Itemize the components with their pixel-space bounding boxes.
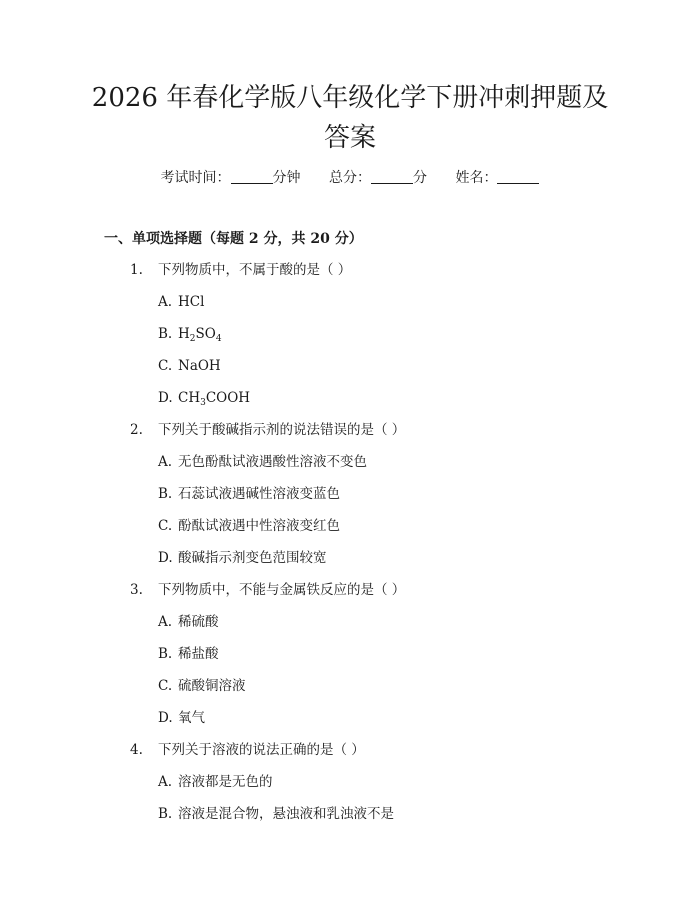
option-letter: C. [158, 518, 173, 534]
option-letter: A. [158, 294, 173, 310]
total-score-label: 总分： [329, 170, 371, 186]
option-text: 稀盐酸 [178, 646, 219, 662]
option-letter: B. [158, 806, 173, 822]
total-score-field [329, 168, 427, 188]
exam-time-label: 考试时间： [160, 170, 231, 186]
formula-subscript: 2 [189, 334, 196, 344]
formula-subscript: 4 [215, 334, 222, 344]
option-text: HCl [178, 294, 205, 310]
formula-part: SO [195, 326, 216, 342]
student-name-blank [497, 169, 539, 184]
question-text: 下列物质中，不属于酸的是（ ） [158, 262, 352, 278]
option-letter: A. [158, 614, 173, 630]
option-letter: D. [158, 710, 173, 726]
document-title-line-1: 2026 年春化学版八年级化学下册冲刺押题及 [91, 83, 609, 113]
option-text: 石蕊试液遇碱性溶液变蓝色 [178, 486, 340, 502]
question-number: 2. [130, 422, 143, 438]
formula-part: COOH [205, 390, 251, 406]
option-letter: B. [158, 486, 173, 502]
option-text: 酸碱指示剂变色范围较宽 [178, 550, 327, 566]
document-title-line-2: 答案 [323, 123, 376, 153]
option-letter: D. [158, 390, 173, 406]
exam-time-field [161, 168, 301, 188]
formula-part: CH [178, 390, 201, 406]
option-letter: C. [158, 358, 173, 374]
option-text-ch3cooh [178, 388, 250, 408]
student-name-field [455, 168, 539, 188]
question-text: 下列关于溶液的说法正确的是（ ） [158, 742, 365, 758]
section-heading: 一、单项选择题（每题 2 分，共 20 分） [104, 231, 363, 247]
option-letter: D. [158, 550, 173, 566]
option-letter: C. [158, 678, 173, 694]
option-text-h2so4 [178, 324, 222, 344]
option-letter: A. [158, 454, 173, 470]
option-letter: A. [158, 774, 173, 790]
question-text: 下列物质中，不能与金属铁反应的是（ ） [158, 582, 406, 598]
total-score-blank [371, 169, 413, 184]
option-text: 无色酚酞试液遇酸性溶液不变色 [178, 454, 367, 470]
formula-part: H [178, 326, 190, 342]
exam-info-row [0, 168, 700, 188]
option-text: 稀硫酸 [178, 614, 219, 630]
question-number: 4. [130, 742, 143, 758]
question-number: 3. [130, 582, 143, 598]
option-text: NaOH [178, 358, 221, 374]
option-text: 硫酸铜溶液 [178, 678, 246, 694]
exam-time-unit: 分钟 [272, 170, 301, 186]
option-letter: B. [158, 326, 173, 342]
option-text: 酚酞试液遇中性溶液变红色 [178, 518, 340, 534]
option-text: 溶液都是无色的 [178, 774, 273, 790]
option-text: 溶液是混合物，悬浊液和乳浊液不是 [178, 806, 394, 822]
question-number: 1. [130, 262, 143, 278]
option-letter: B. [158, 646, 173, 662]
option-text: 氧气 [178, 710, 205, 726]
total-score-unit: 分 [413, 170, 427, 186]
student-name-label: 姓名： [455, 170, 498, 186]
exam-time-blank [231, 169, 273, 184]
question-text: 下列关于酸碱指示剂的说法错误的是（ ） [158, 422, 406, 438]
formula-subscript: 3 [200, 398, 206, 408]
